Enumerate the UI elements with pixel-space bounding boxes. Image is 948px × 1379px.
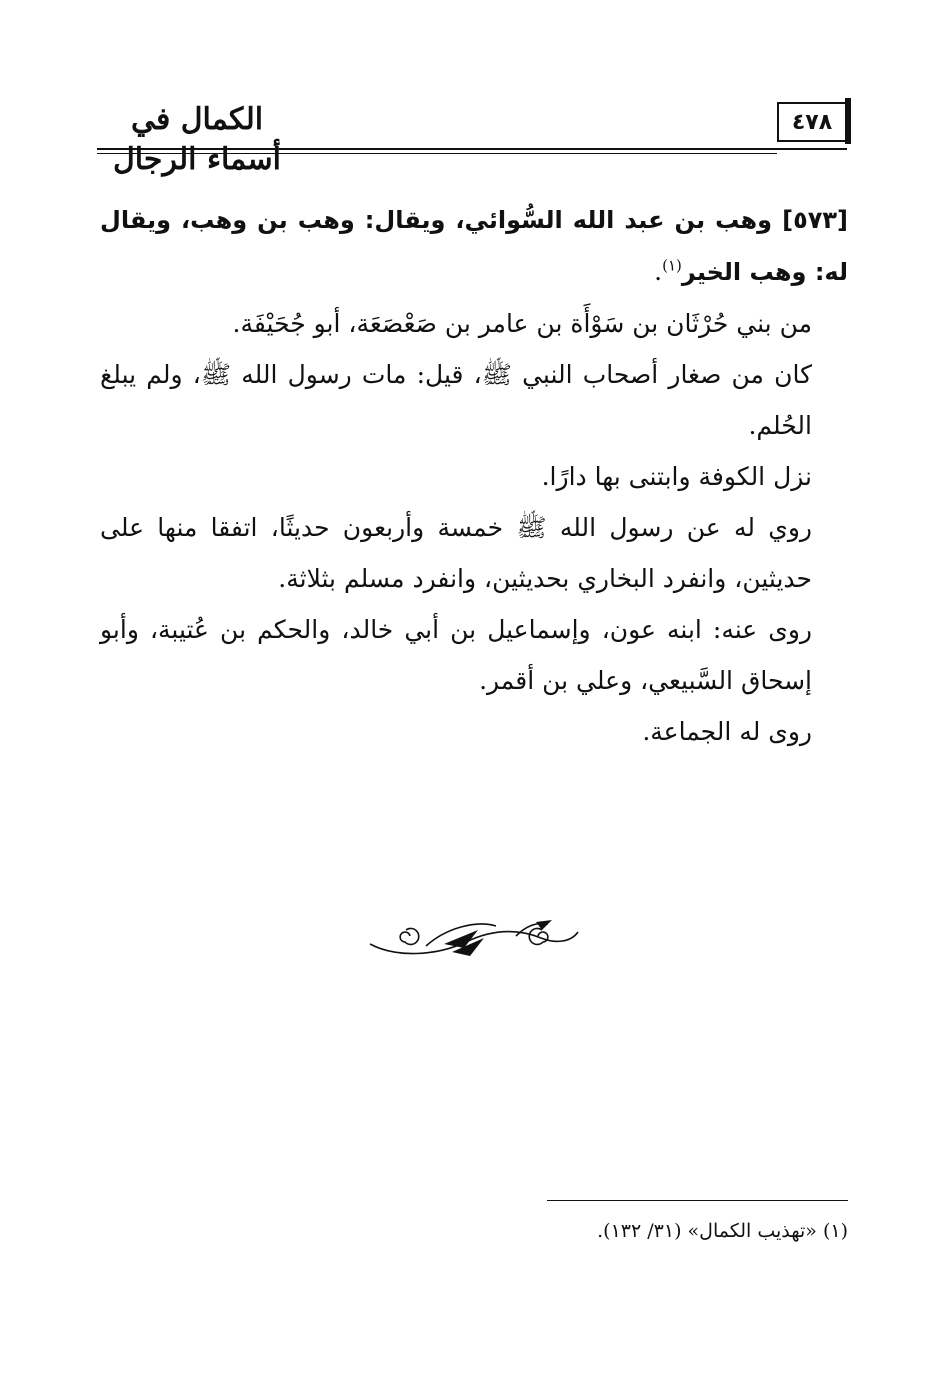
page-header — [97, 96, 847, 177]
paragraph-lineage: من بني حُرْثَان بن سَوْأَة بن عامر بن صَعْصَعَة، أبو جُحَيْفَة. — [232, 309, 812, 338]
paragraph-narrations: روي له عن رسول الله ﷺ خمسة وأربعون حديثًا، اتفقا منها على حديثين، وانفرد البخاري بحديثين، وانفرد مسلم بثلاثة. — [100, 513, 812, 593]
footnote-separator — [547, 1200, 848, 1201]
footnote: (١) «تهذيب الكمال» (٣١/ ١٣٢). — [597, 1220, 848, 1242]
entry-heading-end: . — [654, 257, 663, 286]
header-rule-thin — [97, 153, 777, 154]
header-rule — [97, 148, 847, 150]
running-book-title: الكمال في أسماء الرجال — [112, 102, 282, 177]
footnote-reference[interactable]: (١) — [662, 256, 682, 275]
paragraph-residence: نزل الكوفة وابتنى بها دارًا. — [541, 462, 812, 491]
entry-heading-text: [٥٧٣] وهب بن عبد الله السُّوائي، ويقال: وهب بن وهب، ويقال له: وهب الخير — [100, 206, 848, 286]
page-number: ٤٧٨ — [777, 102, 847, 142]
floral-divider-ornament-icon — [366, 908, 582, 964]
entry-body — [100, 194, 848, 757]
paragraph-narrators: روى عنه: ابنه عون، وإسماعيل بن أبي خالد، والحكم بن عُتيبة، وأبو إسحاق السَّبيعي، وعلي بن أقمر. — [100, 615, 812, 695]
paragraph-companionship: كان من صغار أصحاب النبي ﷺ، قيل: مات رسول الله ﷺ، ولم يبلغ الحُلم. — [100, 360, 812, 440]
entry-heading — [100, 194, 848, 298]
paragraph-collections: روى له الجماعة. — [642, 717, 812, 746]
